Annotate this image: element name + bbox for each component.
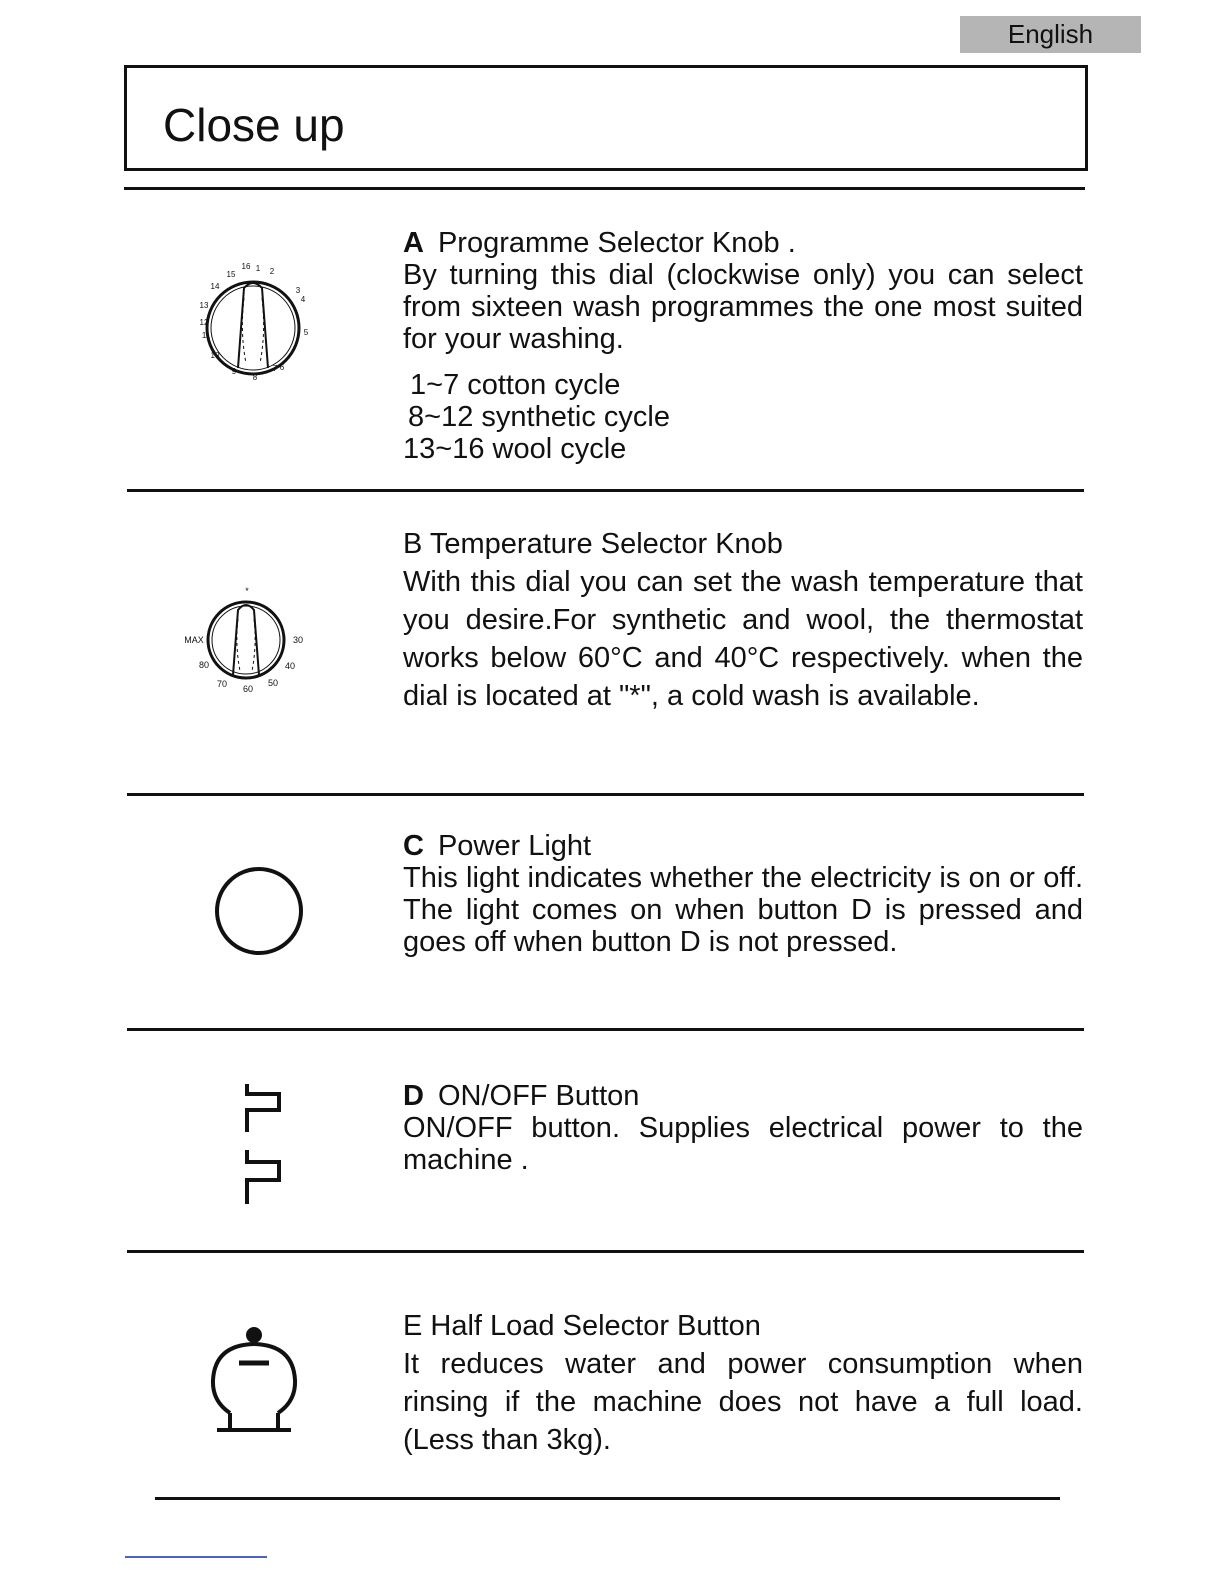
section-title: Temperature Selector Knob (429, 528, 783, 560)
section-letter: D (403, 1080, 424, 1112)
section-text (403, 525, 1083, 715)
cycle-item: 1~7 cotton cycle (410, 369, 621, 401)
dial-label: 16 (241, 262, 251, 271)
section-letter: E (403, 1310, 423, 1342)
cycle-item: 13~16 wool cycle (403, 433, 627, 465)
section-body: With this dial you can set the wash temperature that you desire.For synthetic and wool, the thermostat works below 60°C and 40°C respectively. when the dial is located at "*", a cold wash is available. (403, 566, 1083, 712)
dial-label: * (245, 586, 249, 596)
section-text (403, 1080, 1083, 1176)
dial-label: 2 (269, 267, 275, 276)
section-text (403, 830, 1083, 958)
divider (127, 489, 1084, 492)
dial-label: 80 (198, 660, 210, 670)
section-heading (403, 525, 1083, 563)
dial-label: 1 (255, 264, 261, 273)
dial-label: 5 (303, 328, 309, 337)
dial-label: MAX (184, 635, 204, 645)
dial-label: 70 (216, 679, 228, 689)
section-heading (403, 1080, 1083, 1112)
dial-label: 12 (199, 318, 209, 327)
dial-label: 10 (210, 351, 220, 360)
language-tab[interactable]: English (960, 16, 1141, 53)
section-letter: A (403, 227, 424, 259)
dial-label: 7 (272, 364, 278, 373)
on-off-button-icon (236, 1080, 288, 1208)
section-heading (403, 830, 1083, 862)
page-title: Close up (163, 99, 345, 151)
programme-dial-icon (188, 258, 318, 388)
dial-label: 13 (199, 301, 209, 310)
section-heading (403, 1307, 1083, 1345)
dial-label: 50 (267, 678, 279, 688)
section-title: Programme Selector Knob . (437, 227, 796, 259)
section-body: ON/OFF button. Supplies electrical power to the machine . (403, 1112, 1083, 1176)
section-heading (403, 227, 1083, 259)
section-title: Power Light (437, 830, 592, 862)
temperature-dial-icon (178, 583, 318, 698)
footer-underline (125, 1556, 267, 1558)
dial-label: 30 (292, 635, 304, 645)
half-load-icon (206, 1323, 302, 1437)
section-body: This light indicates whether the electricity is on or off. The light comes on when button D is pressed and goes off when button D is not pressed. (403, 862, 1083, 958)
section-text (403, 227, 1083, 465)
section-title: ON/OFF Button (437, 1080, 640, 1112)
section-body: By turning this dial (clockwise only) you can select from sixteen wash programmes the one most suited for your washing. (403, 259, 1083, 355)
cycle-item: 8~12 synthetic cycle (408, 401, 670, 433)
section-text (403, 1307, 1083, 1459)
title-box (124, 65, 1088, 171)
dial-label: 9 (231, 367, 237, 376)
section-title: Half Load Selector Button (430, 1310, 761, 1342)
section-letter: B (403, 528, 423, 560)
section-body: It reduces water and power consumption when rinsing if the machine does not have a full load. (Less than 3kg). (403, 1348, 1083, 1456)
divider (124, 187, 1085, 190)
dial-label: 11 (201, 331, 211, 340)
dial-label: 8 (252, 373, 258, 382)
cycle-list (403, 369, 1083, 465)
divider (127, 793, 1084, 796)
dial-label: 40 (284, 661, 296, 671)
section-letter: C (403, 830, 424, 862)
divider (127, 1250, 1084, 1253)
dial-label: 6 (279, 363, 285, 372)
power-light-icon (212, 864, 306, 958)
divider (155, 1497, 1060, 1500)
divider (127, 1028, 1084, 1031)
dial-label: 15 (226, 270, 236, 279)
dial-label: 3 (295, 286, 301, 295)
dial-label: 60 (242, 684, 254, 694)
dial-label: 4 (300, 295, 306, 304)
dial-label: 14 (210, 282, 220, 291)
